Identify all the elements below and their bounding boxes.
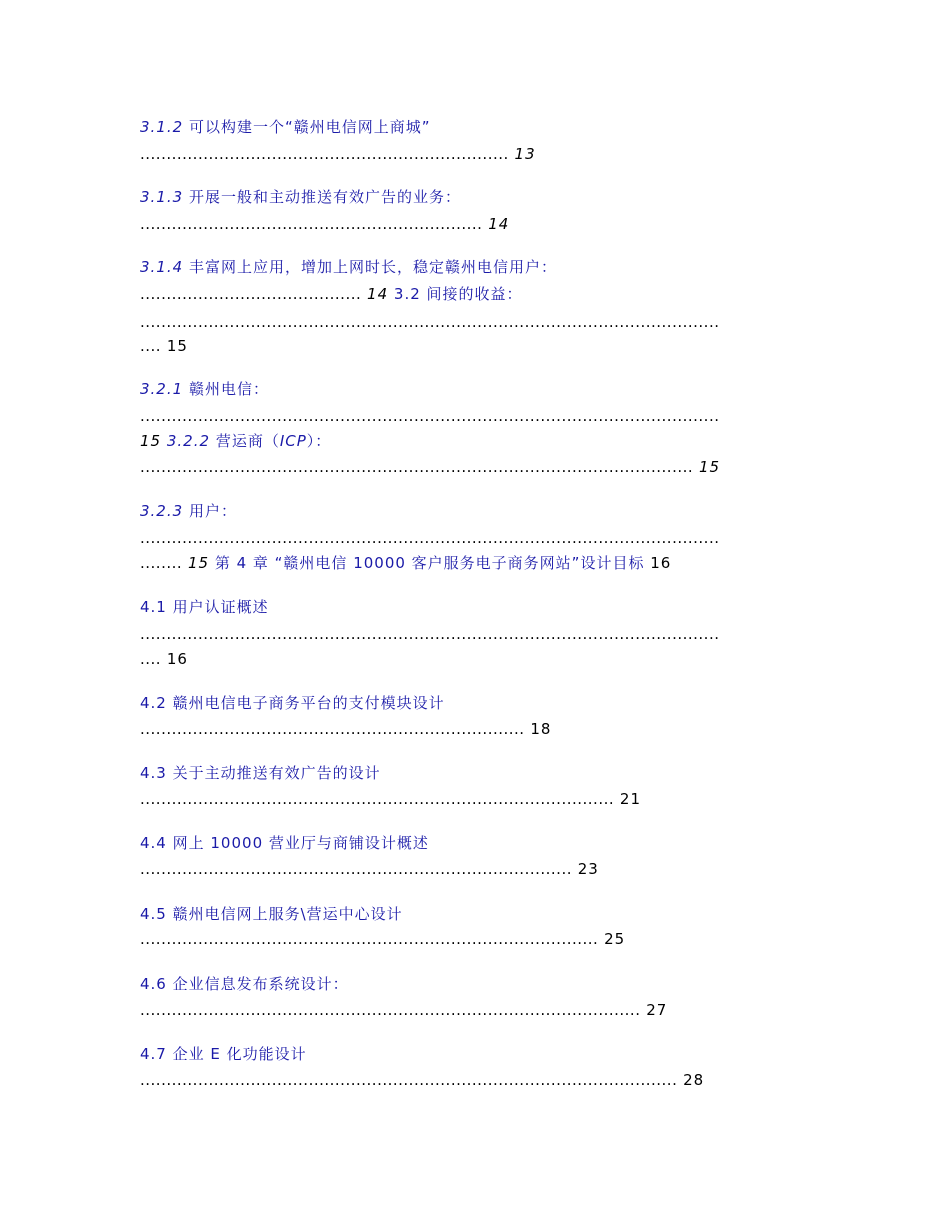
- section-title: 4.7 企业 E 化功能设计: [140, 1045, 307, 1063]
- dot-leader: ..........................................: [140, 285, 362, 303]
- section-title: 赣州电信：: [188, 380, 269, 398]
- toc-leader-line: [140, 457, 720, 477]
- toc-leader-line: [140, 719, 551, 739]
- toc-leader-line: [140, 336, 188, 356]
- page-number: 18: [530, 720, 552, 738]
- toc-entry-title[interactable]: [140, 763, 381, 783]
- dot-leader: ...............................................................................................: [140, 1001, 641, 1019]
- toc-entry-title[interactable]: [140, 597, 269, 617]
- toc-entry-title[interactable]: [140, 379, 269, 399]
- section-title: 可以构建一个“赣州电信网上商城”: [188, 118, 431, 136]
- dot-leader: ......................................................................: [140, 145, 509, 163]
- dot-leader: ..............................................................................................................: [140, 625, 720, 643]
- section-title: 用户：: [188, 502, 237, 520]
- dot-leader: ..................................................................................: [140, 860, 572, 878]
- toc-leader-line: [140, 929, 625, 949]
- page-number: 28: [683, 1071, 705, 1089]
- dot-leader: ....: [140, 650, 162, 668]
- toc-leader-line: [140, 649, 188, 669]
- page-number: 16: [650, 554, 672, 572]
- section-title[interactable]: 营运商（ICP）：: [215, 432, 332, 450]
- page-number: 13: [514, 145, 536, 163]
- page-number: 14: [488, 215, 510, 233]
- page-number: 16: [166, 650, 188, 668]
- section-title: 4.6 企业信息发布系统设计：: [140, 975, 349, 993]
- section-title: 4.4 网上 10000 营业厅与商铺设计概述: [140, 834, 429, 852]
- section-title: 4.2 赣州电信电子商务平台的支付模块设计: [140, 694, 445, 712]
- toc-leader-line: [140, 312, 720, 332]
- section-title: 4.3 关于主动推送有效广告的设计: [140, 764, 381, 782]
- page-number: 21: [619, 790, 642, 808]
- toc-entry-title[interactable]: [140, 1044, 307, 1064]
- page-number: 15: [187, 554, 210, 572]
- toc-leader-line: [140, 789, 641, 809]
- dot-leader: ..............................................................................................................: [140, 313, 720, 331]
- toc-entry-title[interactable]: [140, 974, 349, 994]
- section-title: 开展一般和主动推送有效广告的业务：: [188, 188, 461, 206]
- toc-entry-title: [140, 431, 331, 451]
- toc-entry-title[interactable]: [140, 904, 403, 924]
- toc-leader-line: [140, 528, 720, 548]
- chapter-title[interactable]: 第 4 章 “赣州电信 10000 客户服务电子商务网站”设计目标: [214, 554, 645, 572]
- dot-leader: ....: [140, 337, 162, 355]
- dot-leader: ......................................................................................................: [140, 1071, 678, 1089]
- toc-leader-line: [140, 859, 599, 879]
- section-title: 4.5 赣州电信网上服务\营运中心设计: [140, 905, 403, 923]
- toc-entry-title[interactable]: [140, 117, 431, 137]
- toc-entry-title[interactable]: [140, 693, 445, 713]
- toc-leader-line: [140, 144, 536, 164]
- toc-leader-line: [140, 214, 509, 234]
- dot-leader: ........: [140, 554, 183, 572]
- toc-entry-title[interactable]: [140, 257, 557, 277]
- section-number: 3.2.1: [140, 380, 184, 398]
- toc-entry-title[interactable]: [140, 187, 461, 207]
- dot-leader: ..............................................................................................................: [140, 407, 720, 425]
- section-title: 丰富网上应用，增加上网时长，稳定赣州电信用户：: [188, 258, 557, 276]
- section-number[interactable]: 3.2.2: [166, 432, 211, 450]
- dot-leader: .........................................................................: [140, 720, 525, 738]
- dot-leader: .......................................................................................: [140, 930, 599, 948]
- toc-leader-line: [140, 406, 720, 426]
- page-number: 27: [646, 1001, 668, 1019]
- dot-leader: ..............................................................................................................: [140, 529, 720, 547]
- section-title[interactable]: 3.2 间接的收益：: [393, 285, 523, 303]
- page-number: 15: [140, 432, 162, 450]
- section-title: 4.1 用户认证概述: [140, 598, 269, 616]
- toc-entry-title[interactable]: [140, 833, 429, 853]
- page-number: 15: [698, 458, 721, 476]
- dot-leader: .........................................................................................................: [140, 458, 694, 476]
- toc-leader-line: [140, 284, 523, 304]
- toc-entry-title[interactable]: [140, 501, 237, 521]
- toc-leader-line: [140, 553, 671, 573]
- dot-leader: ..........................................................................................: [140, 790, 615, 808]
- section-number: 3.2.3: [140, 502, 184, 520]
- toc-leader-line: [140, 1000, 667, 1020]
- page-number: 15: [166, 337, 188, 355]
- section-number: 3.1.3: [140, 188, 184, 206]
- section-number: 3.1.2: [140, 118, 184, 136]
- toc-leader-line: [140, 624, 720, 644]
- toc-leader-line: [140, 1070, 704, 1090]
- page-number: 23: [577, 860, 599, 878]
- page-number: 14: [367, 285, 389, 303]
- page-number: 25: [604, 930, 626, 948]
- section-number: 3.1.4: [140, 258, 184, 276]
- dot-leader: .................................................................: [140, 215, 483, 233]
